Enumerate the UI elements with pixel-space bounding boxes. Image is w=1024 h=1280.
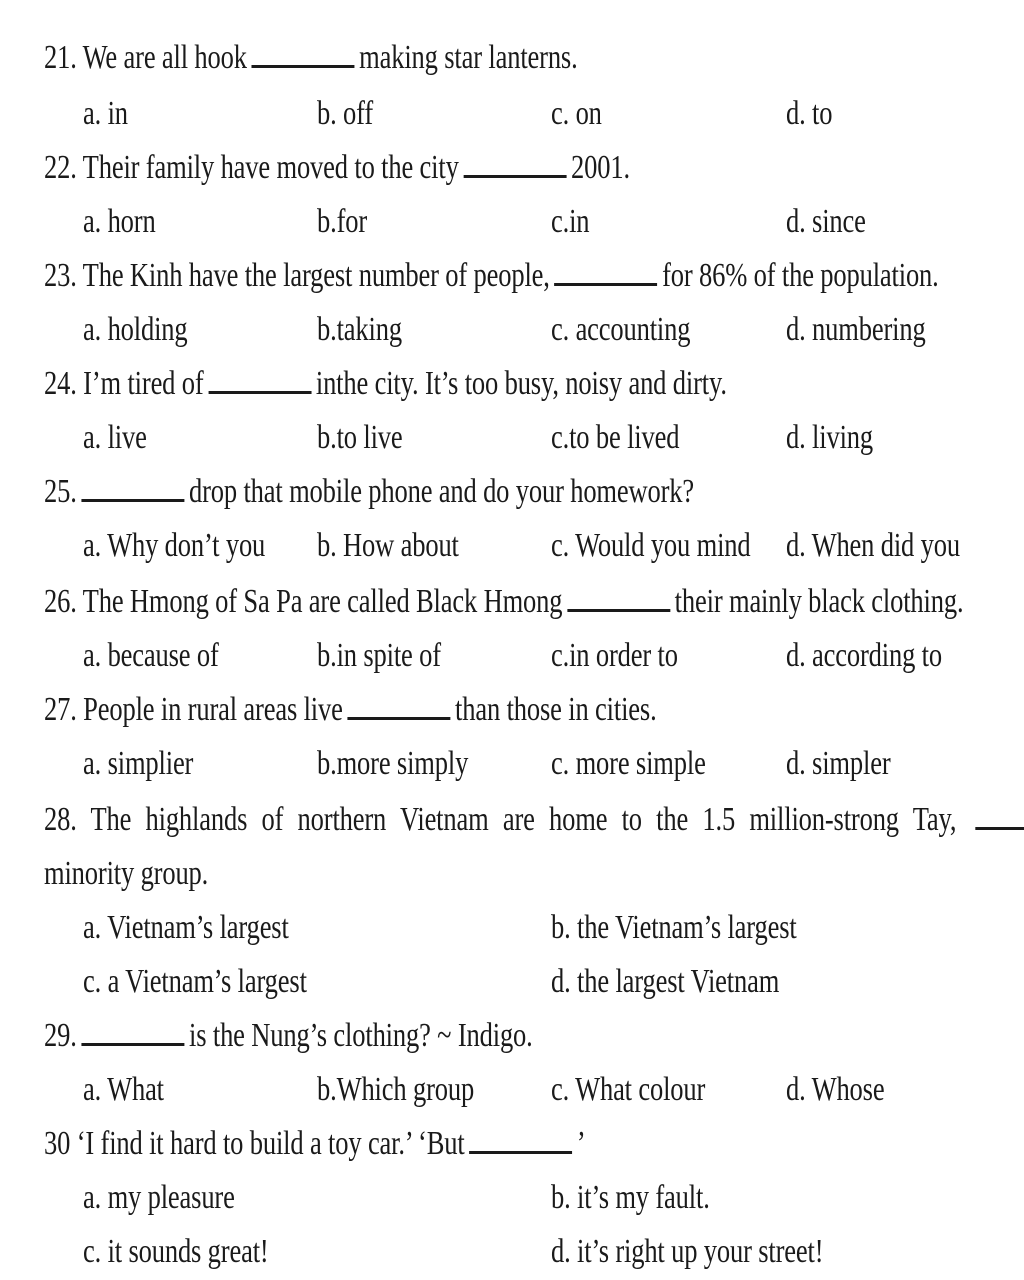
option-b[interactable]: b.Which group — [317, 1071, 475, 1108]
question-text-after: 2001. — [571, 149, 630, 186]
question-text-after: making star lanterns. — [359, 39, 578, 76]
question-number: 26. — [44, 583, 77, 620]
option-d[interactable]: d. living — [786, 419, 874, 456]
answer-blank[interactable] — [347, 691, 450, 720]
option-a[interactable]: a. my pleasure — [83, 1179, 235, 1216]
question-number: 25. — [44, 473, 77, 510]
question-text-after: is the Nung’s clothing? ~ Indigo. — [189, 1017, 533, 1054]
question-text-before: I’m tired of — [83, 365, 204, 402]
option-b[interactable]: b.in spite of — [317, 637, 441, 674]
question-text-after: than those in cities. — [455, 691, 657, 728]
option-d[interactable]: d. to — [786, 95, 833, 132]
question-number: 24. — [44, 365, 77, 402]
option-c[interactable]: c.to be lived — [551, 419, 680, 456]
option-b[interactable]: b.for — [317, 203, 368, 240]
option-a[interactable]: a. Why don’t you — [83, 527, 266, 564]
question-30 — [44, 1124, 586, 1164]
question-28 — [44, 800, 1024, 840]
question-text-after: for 86% of the population. — [662, 257, 939, 294]
option-c[interactable]: c. What colour — [551, 1071, 706, 1108]
question-text-before: The Hmong of Sa Pa are called Black Hmong — [82, 583, 563, 620]
question-text-before: ‘I find it hard to build a toy car.’ ‘But — [76, 1125, 465, 1162]
option-b[interactable]: b. off — [317, 95, 374, 132]
answer-blank[interactable] — [463, 149, 566, 178]
option-c[interactable]: c.in — [551, 203, 590, 240]
question-text-before: People in rural areas live — [83, 691, 343, 728]
option-a[interactable]: a. live — [83, 419, 147, 456]
answer-blank[interactable] — [81, 473, 184, 502]
question-28-continuation: minority group. — [44, 855, 209, 892]
option-b[interactable]: b. How about — [317, 527, 459, 564]
option-a[interactable]: a. simplier — [83, 745, 194, 782]
option-c[interactable]: c. Would you mind — [551, 527, 751, 564]
answer-blank[interactable] — [81, 1017, 184, 1046]
option-c[interactable]: c. it sounds great! — [83, 1233, 269, 1270]
question-number: 28. — [44, 801, 77, 838]
option-d[interactable]: d. it’s right up your street! — [551, 1233, 824, 1270]
question-text-before: Their family have moved to the city — [82, 149, 459, 186]
option-c[interactable]: c. on — [551, 95, 602, 132]
answer-blank[interactable] — [567, 583, 670, 612]
question-text-after: drop that mobile phone and do your homework? — [189, 473, 695, 510]
option-a[interactable]: a. holding — [83, 311, 188, 348]
question-26 — [44, 582, 963, 622]
option-a[interactable]: a. Vietnam’s largest — [83, 909, 289, 946]
option-b[interactable]: b.to live — [317, 419, 403, 456]
option-d[interactable]: d. the largest Vietnam — [551, 963, 780, 1000]
option-a[interactable]: a. because of — [83, 637, 219, 674]
question-number: 29. — [44, 1017, 77, 1054]
question-number: 27. — [44, 691, 77, 728]
question-text-after: inthe city. It’s too busy, noisy and dirty. — [315, 365, 727, 402]
question-25 — [44, 472, 694, 512]
option-d[interactable]: d. When did you — [786, 527, 960, 564]
answer-blank[interactable] — [554, 257, 657, 286]
option-d[interactable]: d. simpler — [786, 745, 891, 782]
option-c[interactable]: c.in order to — [551, 637, 678, 674]
option-b[interactable]: b. the Vietnam’s largest — [551, 909, 797, 946]
option-d[interactable]: d. since — [786, 203, 866, 240]
answer-blank[interactable] — [975, 801, 1024, 830]
answer-blank[interactable] — [208, 365, 311, 394]
question-27 — [44, 690, 657, 730]
question-29 — [44, 1016, 533, 1056]
question-24 — [44, 364, 727, 404]
option-c[interactable]: c. a Vietnam’s largest — [83, 963, 307, 1000]
option-b[interactable]: b.taking — [317, 311, 402, 348]
option-b[interactable]: b. it’s my fault. — [551, 1179, 710, 1216]
question-text-after: their mainly black clothing. — [674, 583, 964, 620]
option-a[interactable]: a. in — [83, 95, 128, 132]
answer-blank[interactable] — [252, 39, 355, 68]
option-c[interactable]: c. more simple — [551, 745, 706, 782]
option-c[interactable]: c. accounting — [551, 311, 691, 348]
question-number: 21. — [44, 39, 77, 76]
question-number: 23. — [44, 257, 77, 294]
answer-blank[interactable] — [469, 1125, 572, 1154]
question-text-after: ’ — [576, 1125, 586, 1162]
option-a[interactable]: a. What — [83, 1071, 164, 1108]
option-a[interactable]: a. horn — [83, 203, 156, 240]
option-b[interactable]: b.more simply — [317, 745, 469, 782]
question-text-before: We are all hook — [82, 39, 247, 76]
option-d[interactable]: d. numbering — [786, 311, 926, 348]
question-text-before: The highlands of northern Vietnam are home to the 1.5 million-strong Tay, — [90, 801, 957, 838]
question-22 — [44, 148, 630, 188]
question-number: 22. — [44, 149, 77, 186]
option-d[interactable]: d. according to — [786, 637, 942, 674]
option-d[interactable]: d. Whose — [786, 1071, 885, 1108]
question-23 — [44, 256, 939, 296]
question-21 — [44, 38, 578, 78]
question-number: 30 — [44, 1125, 71, 1162]
question-text-before: The Kinh have the largest number of people, — [82, 257, 550, 294]
